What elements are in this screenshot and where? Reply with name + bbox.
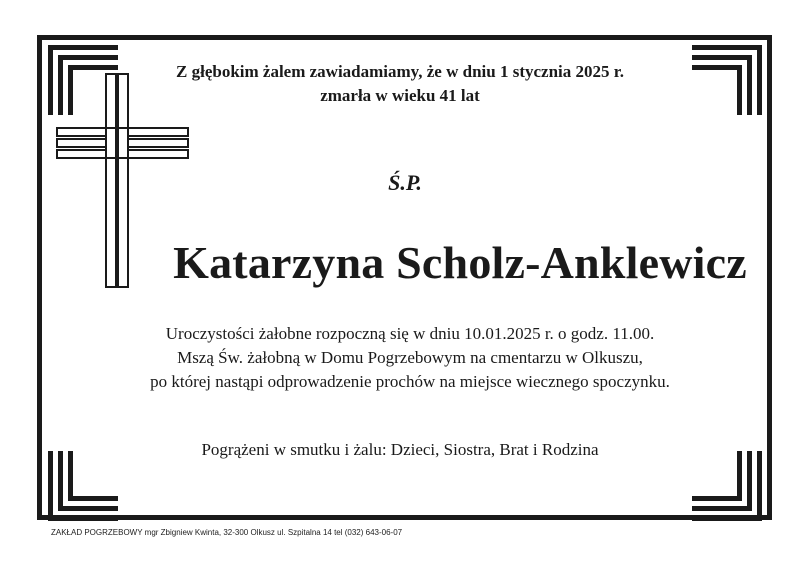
- ceremony-line-3: po której nastąpi odprowadzenie prochów na miejsce wiecznego spoczynku.: [150, 372, 670, 391]
- announcement-line-2: zmarła w wieku 41 lat: [320, 86, 480, 105]
- announcement-line-1: Z głębokim żalem zawiadamiamy, że w dniu 1 stycznia 2025 r.: [176, 62, 624, 81]
- ceremony-line-2: Mszą Św. żałobną w Domu Pogrzebowym na cmentarzu w Olkuszu,: [177, 348, 643, 367]
- corner-ornament-icon: [48, 451, 118, 521]
- corner-ornament-icon: [692, 45, 762, 115]
- honorific: Ś.P.: [388, 170, 422, 195]
- deceased-name: Katarzyna Scholz-Anklewicz: [173, 237, 747, 288]
- corner-ornament-icon: [692, 451, 762, 521]
- funeral-home-footer: ZAKŁAD POGRZEBOWY mgr Zbigniew Kwinta, 32-300 Olkusz ul. Szpitalna 14 tel (032) 643-06-07: [51, 528, 403, 537]
- mourners-line: Pogrążeni w smutku i żalu: Dzieci, Siostra, Brat i Rodzina: [201, 440, 599, 459]
- ceremony-line-1: Uroczystości żałobne rozpoczną się w dniu 10.01.2025 r. o godz. 11.00.: [165, 324, 655, 343]
